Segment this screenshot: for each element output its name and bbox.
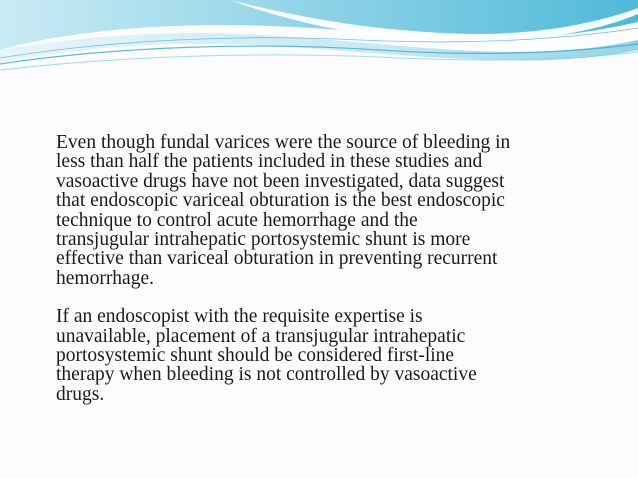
slide-body-text — [56, 133, 596, 404]
paragraph-endoscopist-unavailable: If an endoscopist with the requisite expertise is unavailable, placement of a transjugular intrahepatic portosystemic shunt should be considered first-line therapy when bleeding is not controlled by vasoactive drugs. — [56, 306, 477, 405]
header-wave-decoration — [0, 0, 638, 90]
paragraph-fundal-varices: Even though fundal varices were the source of bleeding in less than half the patients included in these studies and vasoactive drugs have not been investigated, data suggest that endoscopic variceal obturation is the best endoscopic technique to control acute hemorrhage and the transjugular intrahepatic portosystemic shunt is more effective than variceal obturation in preventing recurrent hemorrhage. — [56, 132, 511, 289]
